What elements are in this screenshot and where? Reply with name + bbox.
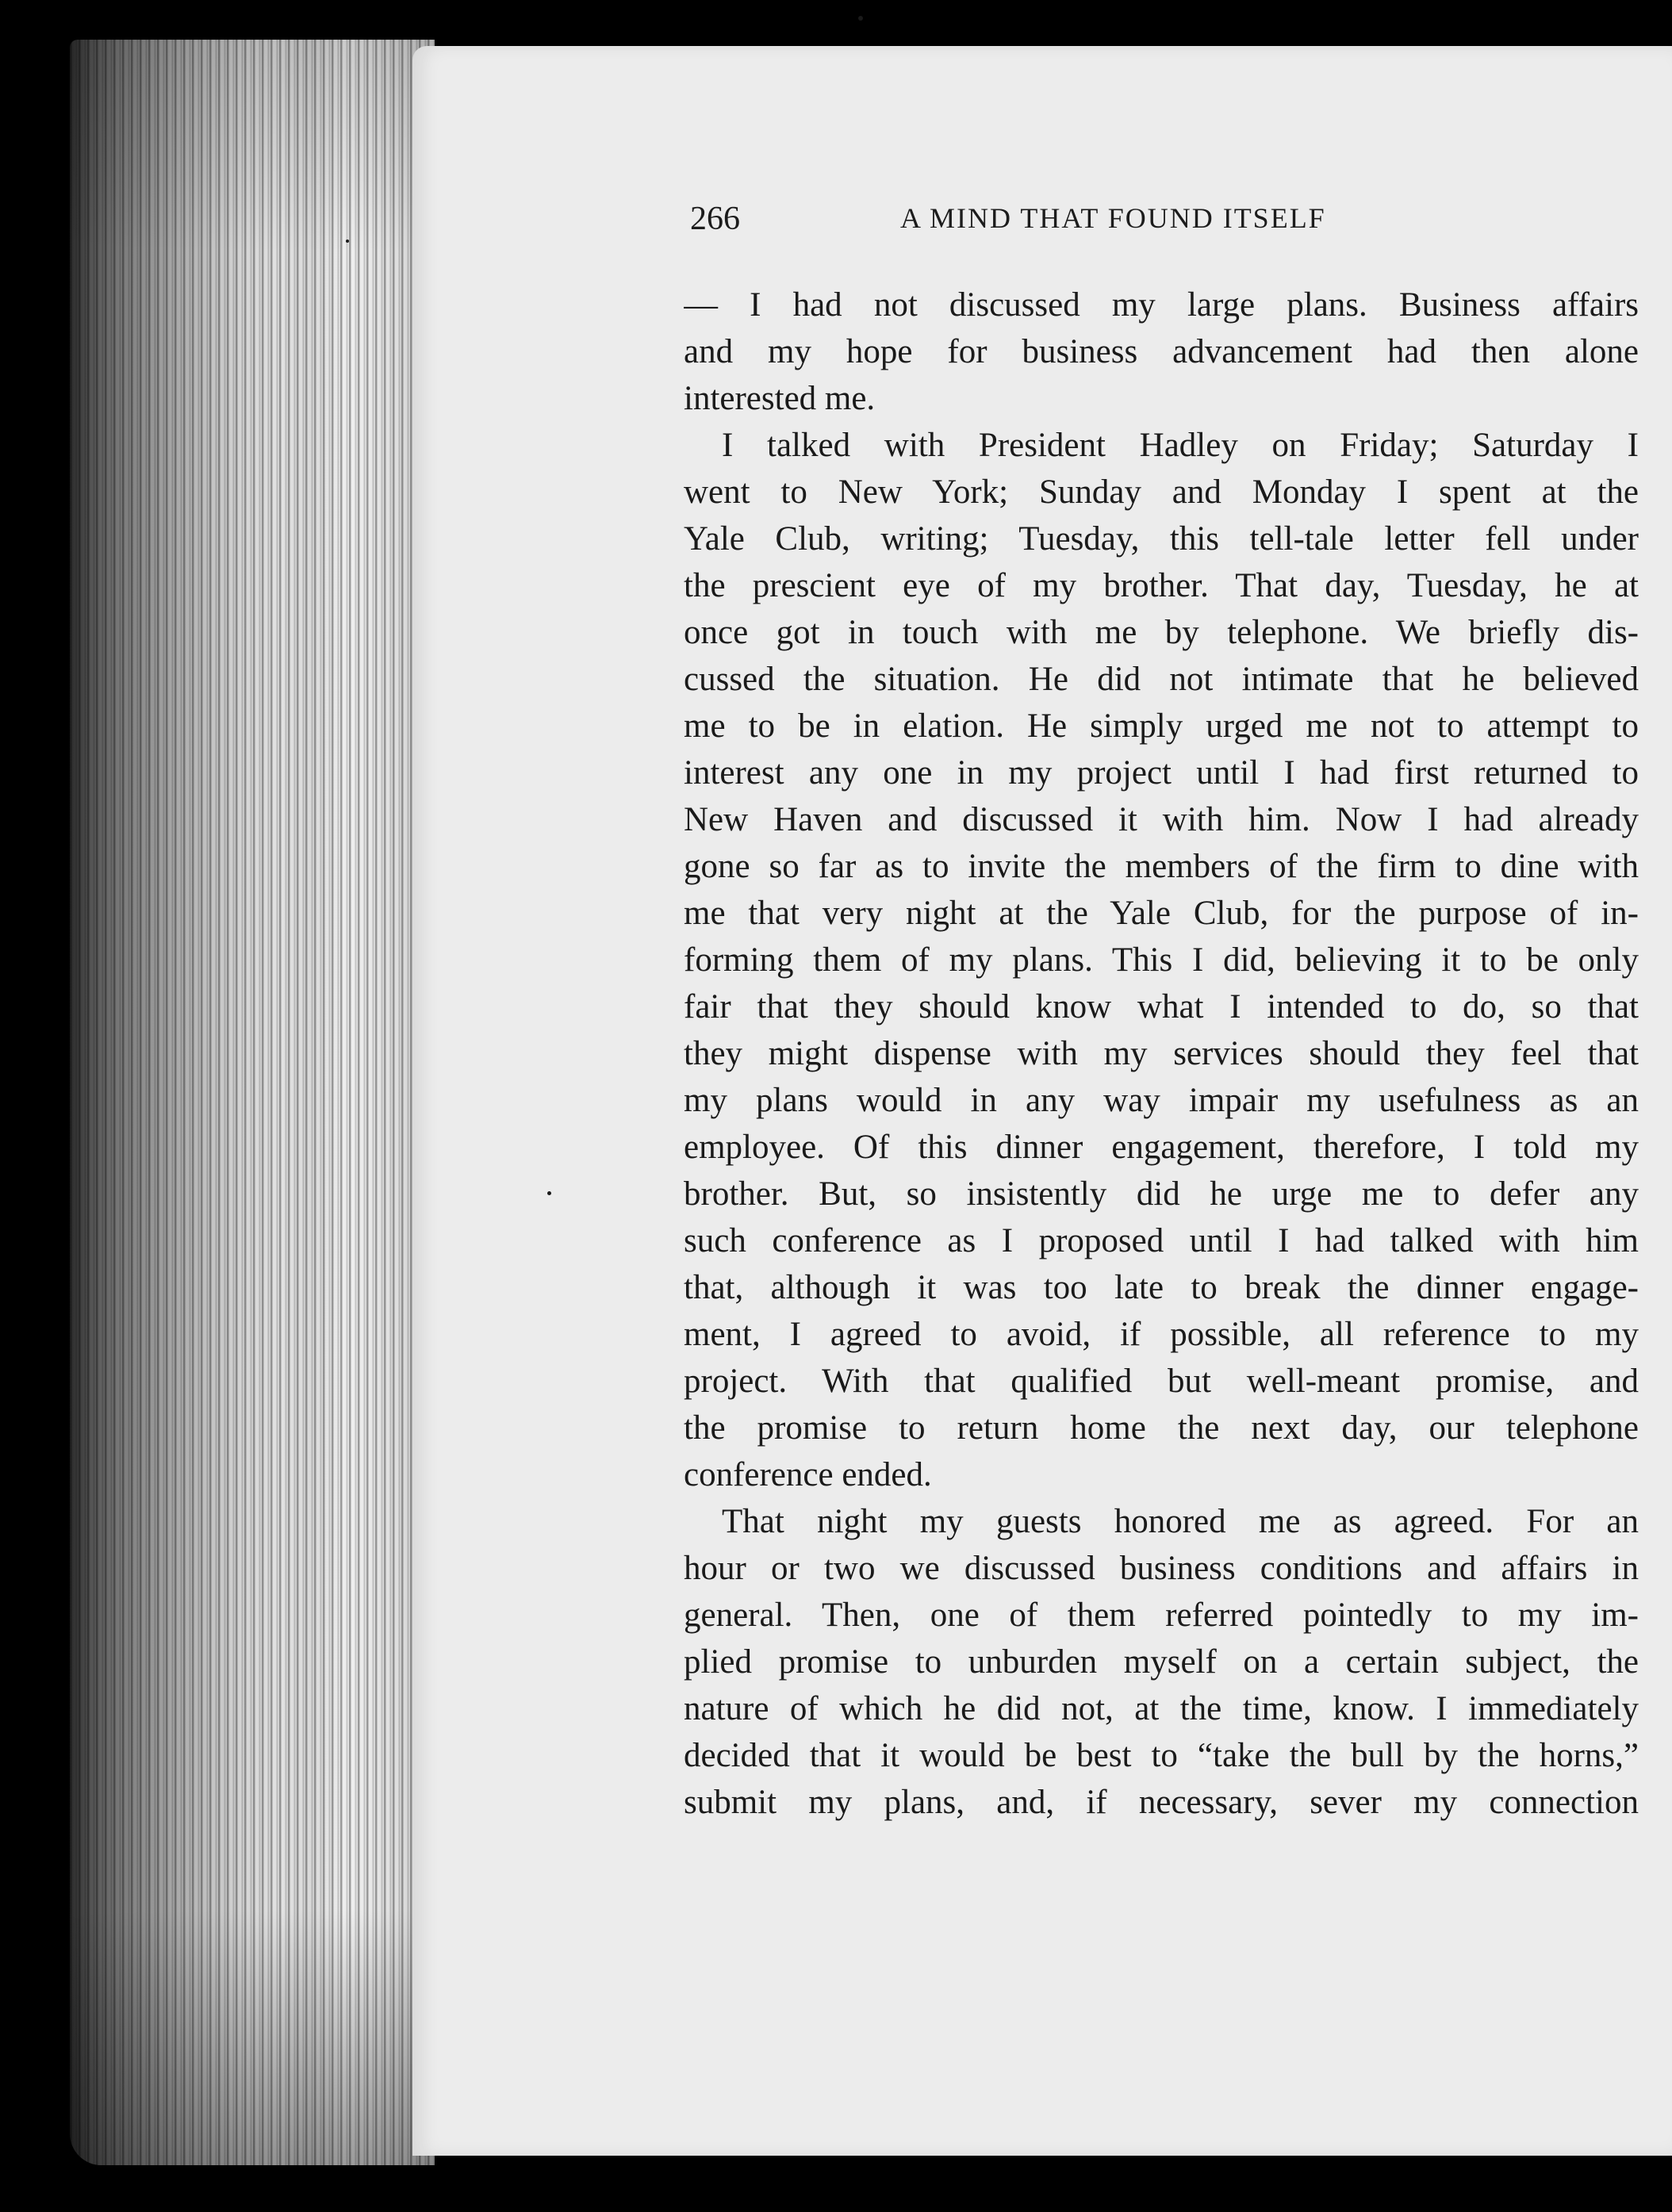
text-line: plied promise to unburden myself on a certain subject, the (684, 1643, 1639, 1681)
text-line: hour or two we discussed business conditions and affairs in (684, 1550, 1639, 1587)
text-line: I talked with President Hadley on Friday; Saturday I (722, 427, 1639, 464)
text-line: once got in touch with me by telephone. We briefly dis- (684, 614, 1639, 651)
text-line: — I had not discussed my large plans. Business affairs (684, 286, 1639, 324)
page-number: 266 (690, 201, 740, 237)
text-line: gone so far as to invite the members of the firm to dine with (684, 848, 1639, 885)
text-line: fair that they should know what I intended to do, so that (684, 988, 1639, 1025)
text-line: New Haven and discussed it with him. Now I had already (684, 801, 1639, 838)
page-edges-shadow (70, 40, 435, 2165)
text-line: employee. Of this dinner engagement, therefore, I told my (684, 1129, 1639, 1166)
running-title: A MIND THAT FOUND ITSELF (900, 202, 1326, 234)
text-line: Yale Club, writing; Tuesday, this tell-tale letter fell under (684, 520, 1639, 558)
text-line: ment, I agreed to avoid, if possible, all reference to my (684, 1316, 1639, 1353)
text-line: such conference as I proposed until I had talked with him (684, 1222, 1639, 1259)
text-line: the prescient eye of my brother. That day, Tuesday, he at (684, 567, 1639, 604)
scan-speck (547, 1191, 551, 1195)
scan-speck (858, 16, 863, 21)
text-line: the promise to return home the next day, our telephone (684, 1409, 1639, 1447)
body-text (684, 282, 1639, 1826)
text-line: me that very night at the Yale Club, for the purpose of in- (684, 895, 1639, 932)
text-line: general. Then, one of them referred pointedly to my im- (684, 1597, 1639, 1634)
text-line: submit my plans, and, if necessary, sever my connection (684, 1784, 1639, 1821)
text-line: that, although it was too late to break the dinner engage- (684, 1269, 1639, 1306)
text-line: my plans would in any way impair my usefulness as an (684, 1082, 1639, 1119)
text-line: forming them of my plans. This I did, believing it to be only (684, 941, 1639, 979)
text-line: they might dispense with my services should they feel that (684, 1035, 1639, 1072)
text-line: cussed the situation. He did not intimate that he believed (684, 661, 1639, 698)
text-line: decided that it would be best to “take the bull by the horns,” (684, 1737, 1639, 1774)
text-line: project. With that qualified but well-meant promise, and (684, 1363, 1639, 1400)
text-line: nature of which he did not, at the time, know. I immediately (684, 1690, 1639, 1727)
text-line: conference ended. (684, 1456, 932, 1493)
text-line: interest any one in my project until I had first returned to (684, 754, 1639, 792)
text-line: brother. But, so insistently did he urge me to defer any (684, 1175, 1639, 1213)
text-line: me to be in elation. He simply urged me not to attempt to (684, 707, 1639, 745)
text-line: went to New York; Sunday and Monday I spent at the (684, 473, 1639, 511)
scan-speck (346, 240, 349, 243)
text-line: and my hope for business advancement had then alone (684, 333, 1639, 370)
text-line: interested me. (684, 380, 876, 417)
text-line: That night my guests honored me as agreed. For an (722, 1503, 1639, 1540)
running-header (690, 200, 1638, 247)
